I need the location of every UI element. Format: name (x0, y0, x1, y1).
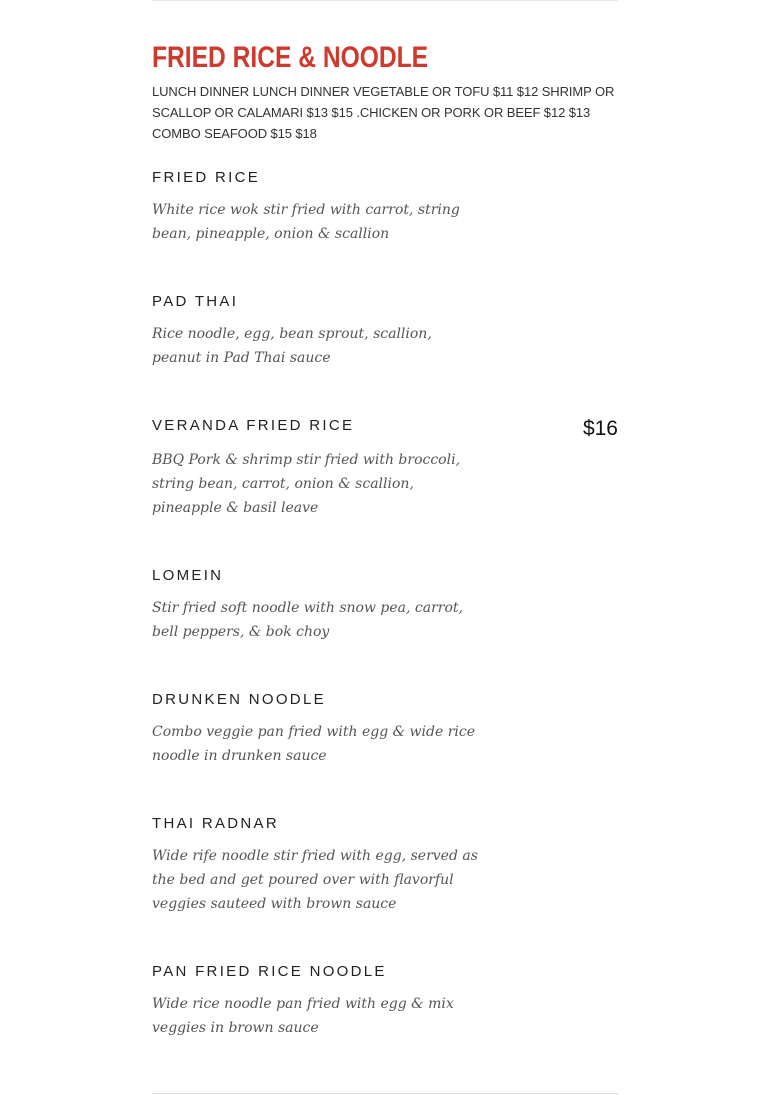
item-name: LOMEIN (152, 567, 224, 584)
item-price: $16 (582, 417, 618, 440)
item-description: Rice noodle, egg, bean sprout, scallion, peanut in Pad Thai sauce (152, 326, 432, 366)
section-price-note: LUNCH DINNER LUNCH DINNER VEGETABLE OR TOFU $11 $12 SHRIMP OR SCALLOP OR CALAMARI $13 $15 .CHICKEN OR PORK OR BEEF $12 $13 COMBO SEAFOOD $15 $18 (152, 84, 615, 141)
item-description: Stir fried soft noodle with snow pea, carrot, bell peppers, & bok choy (152, 600, 463, 640)
item-description: Wide rice noodle pan fried with egg & mix veggies in brown sauce (152, 996, 454, 1036)
item-name: PAN FRIED RICE NOODLE (152, 963, 387, 980)
bottom-divider (152, 1093, 618, 1094)
item-name: DRUNKEN NOODLE (152, 691, 326, 708)
item-name: THAI RADNAR (152, 815, 279, 832)
item-description: Wide rife noodle stir fried with egg, served as the bed and get poured over with flavorful veggies sauteed with brown sauce (152, 848, 478, 912)
item-description: BBQ Pork & shrimp stir fried with broccoli, string bean, carrot, onion & scallion, pineapple & basil leave (152, 452, 461, 516)
item-description: White rice wok stir fried with carrot, string bean, pineapple, onion & scallion (152, 202, 460, 242)
item-name: VERANDA FRIED RICE (152, 417, 355, 434)
section-title: FRIED RICE & NOODLE (152, 41, 429, 74)
item-description: Combo veggie pan fried with egg & wide rice noodle in drunken sauce (152, 724, 475, 764)
top-divider (152, 0, 618, 1)
item-name: FRIED RICE (152, 169, 261, 186)
item-name: PAD THAI (152, 293, 239, 310)
